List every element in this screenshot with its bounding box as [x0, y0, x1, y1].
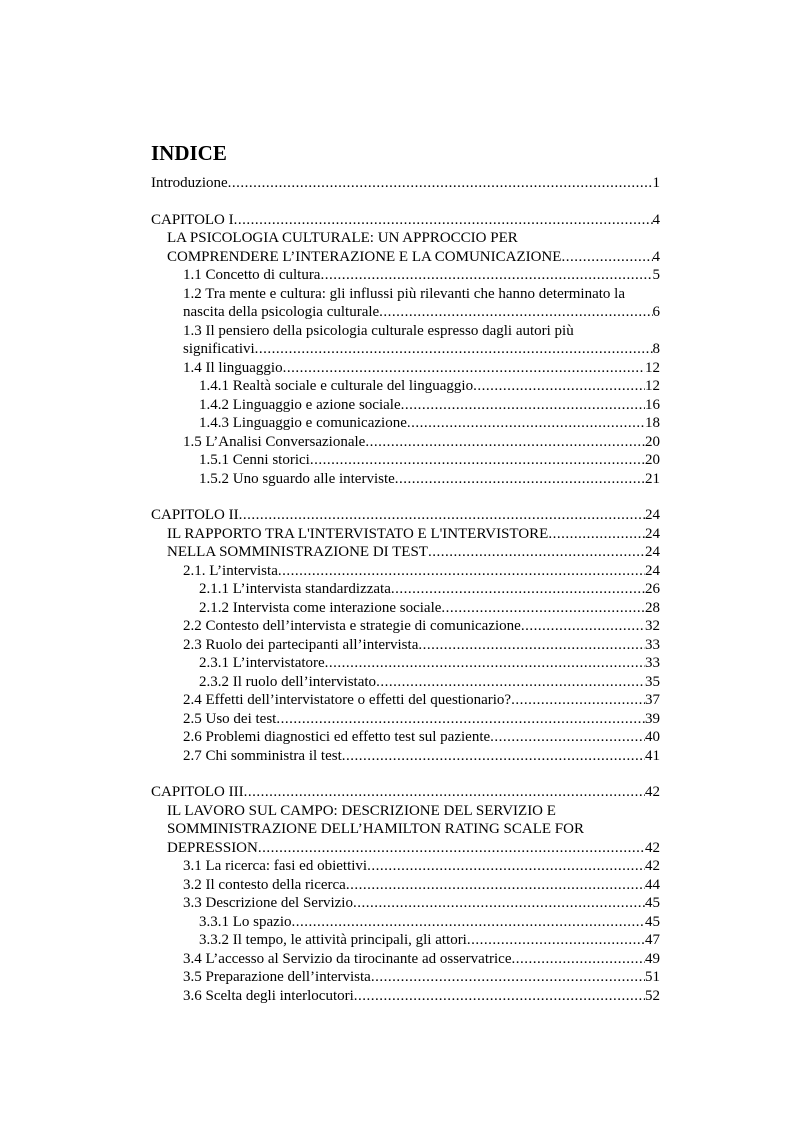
- toc-entry[interactable]: [183, 433, 660, 452]
- toc-label: 2.3 Ruolo dei partecipanti all’intervista: [183, 637, 419, 653]
- toc-entry[interactable]: [183, 857, 660, 876]
- toc-label: 3.3.1 Lo spazio: [199, 914, 292, 930]
- toc-label: 3.4 L’accesso al Servizio da tirocinante ad osservatrice: [183, 951, 512, 967]
- toc-row: [0, 266, 793, 285]
- toc-page-number: 24: [645, 507, 660, 523]
- toc-row: [0, 451, 793, 470]
- toc-page-number: 32: [645, 618, 660, 634]
- toc-page-number: 21: [645, 471, 660, 487]
- toc-leader-dots: [407, 414, 645, 433]
- toc-page-number: 52: [645, 988, 660, 1004]
- toc-row: [0, 506, 793, 525]
- toc-page-number: 49: [645, 951, 660, 967]
- toc-row: [0, 802, 793, 821]
- toc-row: [0, 673, 793, 692]
- toc-page-number: 47: [645, 932, 660, 948]
- toc-entry[interactable]: [151, 211, 660, 230]
- toc-label: 2.1.2 Intervista come interazione sociale: [199, 600, 442, 616]
- toc-page-number: 1: [652, 175, 660, 191]
- toc-heading-line: 1.2 Tra mente e cultura: gli influssi più rilevanti che hanno determinato la: [183, 286, 625, 302]
- toc-leader-dots: [310, 451, 645, 470]
- toc-leader-dots: [371, 968, 645, 987]
- toc-row: [0, 543, 793, 562]
- toc-leader-dots: [548, 525, 645, 544]
- toc-entry[interactable]: [183, 950, 660, 969]
- toc-label: Introduzione: [151, 175, 228, 191]
- toc-label: 2.2 Contesto dell’intervista e strategie di comunicazione: [183, 618, 521, 634]
- toc-entry[interactable]: [199, 654, 660, 673]
- toc-page-number: 12: [645, 360, 660, 376]
- toc-row: [0, 562, 793, 581]
- toc-row: [0, 229, 793, 248]
- toc-row: [0, 599, 793, 618]
- toc-page-number: 51: [645, 969, 660, 985]
- toc-label: 2.1.1 L’intervista standardizzata: [199, 581, 391, 597]
- toc-entry[interactable]: [151, 783, 660, 802]
- toc-leader-dots: [467, 931, 645, 950]
- toc-page-number: 6: [652, 304, 660, 320]
- toc-page-number: 4: [652, 212, 660, 228]
- toc-leader-dots: [428, 543, 645, 562]
- toc-page-number: 42: [645, 840, 660, 856]
- toc-entry[interactable]: [167, 525, 660, 544]
- toc-row: [0, 285, 793, 304]
- toc-row: [0, 876, 793, 895]
- toc-page-number: 12: [645, 378, 660, 394]
- toc-leader-dots: [353, 894, 645, 913]
- toc-leader-dots: [379, 303, 652, 322]
- toc-entry[interactable]: [199, 931, 660, 950]
- toc-leader-dots: [367, 857, 645, 876]
- toc-row: [0, 396, 793, 415]
- toc-row: [0, 470, 793, 489]
- toc-row: [0, 987, 793, 1006]
- toc-row: [0, 931, 793, 950]
- toc-leader-dots: [561, 248, 652, 267]
- toc-leader-dots: [418, 636, 645, 655]
- toc-page-number: 33: [645, 655, 660, 671]
- toc-label: COMPRENDERE L’INTERAZIONE E LA COMUNICAZIONE: [167, 249, 562, 265]
- toc-entry[interactable]: [199, 913, 660, 932]
- toc-entry[interactable]: [183, 359, 660, 378]
- toc-row: [0, 211, 793, 230]
- toc-leader-dots: [255, 340, 653, 359]
- toc-leader-dots: [521, 617, 645, 636]
- toc-page-number: 40: [645, 729, 660, 745]
- toc-leader-dots: [325, 654, 645, 673]
- toc-entry[interactable]: [199, 599, 660, 618]
- toc-entry[interactable]: [183, 303, 660, 322]
- toc-row: [0, 359, 793, 378]
- toc-heading-line: 1.3 Il pensiero della psicologia culturale espresso dagli autori più: [183, 323, 574, 339]
- toc-row: [0, 322, 793, 341]
- toc-row: [0, 728, 793, 747]
- toc-entry[interactable]: [151, 174, 660, 193]
- toc-entry[interactable]: [183, 876, 660, 895]
- toc-entry[interactable]: [183, 691, 660, 710]
- toc-entry[interactable]: [167, 543, 660, 562]
- toc-row: [0, 433, 793, 452]
- toc-page-number: 44: [645, 877, 660, 893]
- toc-entry[interactable]: [183, 617, 660, 636]
- toc-page-number: 4: [652, 249, 660, 265]
- toc-page-number: 28: [645, 600, 660, 616]
- toc-row: [0, 174, 793, 193]
- toc-label: 1.4.2 Linguaggio e azione sociale: [199, 397, 401, 413]
- toc-page-number: 20: [645, 452, 660, 468]
- toc-row: [0, 340, 793, 359]
- toc-page-number: 39: [645, 711, 660, 727]
- toc-page-number: 33: [645, 637, 660, 653]
- toc-entry[interactable]: [199, 580, 660, 599]
- toc-leader-dots: [244, 783, 645, 802]
- toc-label: 3.2 Il contesto della ricerca: [183, 877, 346, 893]
- toc-entry[interactable]: [151, 506, 660, 525]
- toc-page-number: 26: [645, 581, 660, 597]
- toc-entry[interactable]: [199, 396, 660, 415]
- toc-entry[interactable]: [183, 636, 660, 655]
- toc-row: [0, 820, 793, 839]
- toc-leader-dots: [490, 728, 645, 747]
- toc-row: [0, 710, 793, 729]
- toc-label: 1.5.1 Cenni storici: [199, 452, 310, 468]
- toc-row: [0, 691, 793, 710]
- toc-row: [0, 617, 793, 636]
- toc-leader-dots: [228, 174, 653, 193]
- toc-leader-dots: [395, 470, 645, 489]
- toc-page-number: 42: [645, 858, 660, 874]
- toc-entry[interactable]: [199, 470, 660, 489]
- toc-row: [0, 747, 793, 766]
- toc-row: [0, 580, 793, 599]
- toc-heading-line: IL LAVORO SUL CAMPO: DESCRIZIONE DEL SERVIZIO E: [167, 803, 556, 819]
- toc-heading-line: LA PSICOLOGIA CULTURALE: UN APPROCCIO PER: [167, 230, 518, 246]
- toc-leader-dots: [239, 506, 645, 525]
- toc-leader-dots: [320, 266, 652, 285]
- toc-entry[interactable]: [167, 839, 660, 858]
- toc-entry[interactable]: [183, 968, 660, 987]
- toc-leader-dots: [401, 396, 645, 415]
- toc-label: 1.1 Concetto di cultura: [183, 267, 321, 283]
- toc-label: CAPITOLO II: [151, 507, 239, 523]
- toc-row: [0, 636, 793, 655]
- toc-page-number: 16: [645, 397, 660, 413]
- toc-row: [0, 913, 793, 932]
- toc-entry[interactable]: [167, 248, 660, 267]
- toc-label: 1.4 Il linguaggio: [183, 360, 283, 376]
- toc-page-number: 20: [645, 434, 660, 450]
- toc-page-number: 45: [645, 914, 660, 930]
- toc-leader-dots: [511, 950, 645, 969]
- toc-entry[interactable]: [183, 340, 660, 359]
- toc-entry[interactable]: [183, 562, 660, 581]
- toc-page-number: 5: [652, 267, 660, 283]
- toc-leader-dots: [258, 839, 645, 858]
- toc-entry[interactable]: [199, 414, 660, 433]
- toc-leader-dots: [346, 876, 645, 895]
- toc-row: [0, 839, 793, 858]
- toc-row: [0, 783, 793, 802]
- toc-leader-dots: [276, 710, 645, 729]
- toc-leader-dots: [511, 691, 645, 710]
- toc-label: 1.4.3 Linguaggio e comunicazione: [199, 415, 407, 431]
- toc-page-number: 45: [645, 895, 660, 911]
- toc-label: 3.3.2 Il tempo, le attività principali, gli attori: [199, 932, 467, 948]
- toc-row: [0, 414, 793, 433]
- toc-leader-dots: [391, 580, 645, 599]
- toc-label: 3.1 La ricerca: fasi ed obiettivi: [183, 858, 368, 874]
- toc-leader-dots: [342, 747, 645, 766]
- toc-leader-dots: [473, 377, 645, 396]
- toc-label: CAPITOLO III: [151, 784, 244, 800]
- toc-page-number: 8: [652, 341, 660, 357]
- toc-leader-dots: [354, 987, 645, 1006]
- toc-entry[interactable]: [183, 747, 660, 766]
- toc-row: [0, 303, 793, 322]
- toc-label: significativi: [183, 341, 255, 357]
- toc-leader-dots: [234, 211, 653, 230]
- toc-leader-dots: [365, 433, 645, 452]
- toc-page-number: 37: [645, 692, 660, 708]
- toc-label: 1.5.2 Uno sguardo alle interviste: [199, 471, 395, 487]
- toc-entry[interactable]: [199, 451, 660, 470]
- page-title: INDICE: [151, 141, 227, 165]
- toc-label: 2.3.1 L’intervistatore: [199, 655, 325, 671]
- toc-row: [0, 248, 793, 267]
- toc-label: NELLA SOMMINISTRAZIONE DI TEST: [167, 544, 428, 560]
- toc-entry[interactable]: [183, 987, 660, 1006]
- toc-leader-dots: [283, 359, 645, 378]
- toc-label: 2.7 Chi somministra il test: [183, 748, 342, 764]
- toc-row: [0, 894, 793, 913]
- toc-page-number: 18: [645, 415, 660, 431]
- toc-entry[interactable]: [183, 894, 660, 913]
- toc-label: 3.3 Descrizione del Servizio: [183, 895, 353, 911]
- toc-label: 1.4.1 Realtà sociale e culturale del linguaggio: [199, 378, 474, 394]
- toc-entry[interactable]: [199, 377, 660, 396]
- toc-label: nascita della psicologia culturale: [183, 304, 380, 320]
- toc-leader-dots: [441, 599, 645, 618]
- toc-page-number: 41: [645, 748, 660, 764]
- toc-leader-dots: [291, 913, 645, 932]
- toc-page-number: 24: [645, 544, 660, 560]
- toc-label: CAPITOLO I: [151, 212, 234, 228]
- toc-label: DEPRESSION: [167, 840, 258, 856]
- toc-page-number: 42: [645, 784, 660, 800]
- toc-entry[interactable]: [183, 710, 660, 729]
- toc-page-number: 24: [645, 563, 660, 579]
- toc-label: 2.1. L’intervista: [183, 563, 278, 579]
- toc-label: 2.6 Problemi diagnostici ed effetto test sul paziente: [183, 729, 491, 745]
- toc-entry[interactable]: [183, 728, 660, 747]
- toc-row: [0, 968, 793, 987]
- toc-row: [0, 857, 793, 876]
- toc-entry[interactable]: [183, 266, 660, 285]
- toc-label: 2.3.2 Il ruolo dell’intervistato: [199, 674, 377, 690]
- toc-label: 3.6 Scelta degli interlocutori: [183, 988, 354, 1004]
- toc-label: 2.5 Uso dei test: [183, 711, 277, 727]
- toc-row: [0, 377, 793, 396]
- toc-label: 1.5 L’Analisi Conversazionale: [183, 434, 366, 450]
- toc-page-number: 24: [645, 526, 660, 542]
- toc-leader-dots: [376, 673, 645, 692]
- toc-page-number: 35: [645, 674, 660, 690]
- toc-row: [0, 654, 793, 673]
- toc-leader-dots: [278, 562, 645, 581]
- toc-entry[interactable]: [199, 673, 660, 692]
- toc-row: [0, 950, 793, 969]
- toc-label: 2.4 Effetti dell’intervistatore o effetti del questionario?: [183, 692, 512, 708]
- toc-row: [0, 525, 793, 544]
- toc-label: IL RAPPORTO TRA L'INTERVISTATO E L'INTERVISTORE: [167, 526, 549, 542]
- toc-label: 3.5 Preparazione dell’intervista: [183, 969, 371, 985]
- toc-heading-line: SOMMINISTRAZIONE DELL’HAMILTON RATING SCALE FOR: [167, 821, 584, 837]
